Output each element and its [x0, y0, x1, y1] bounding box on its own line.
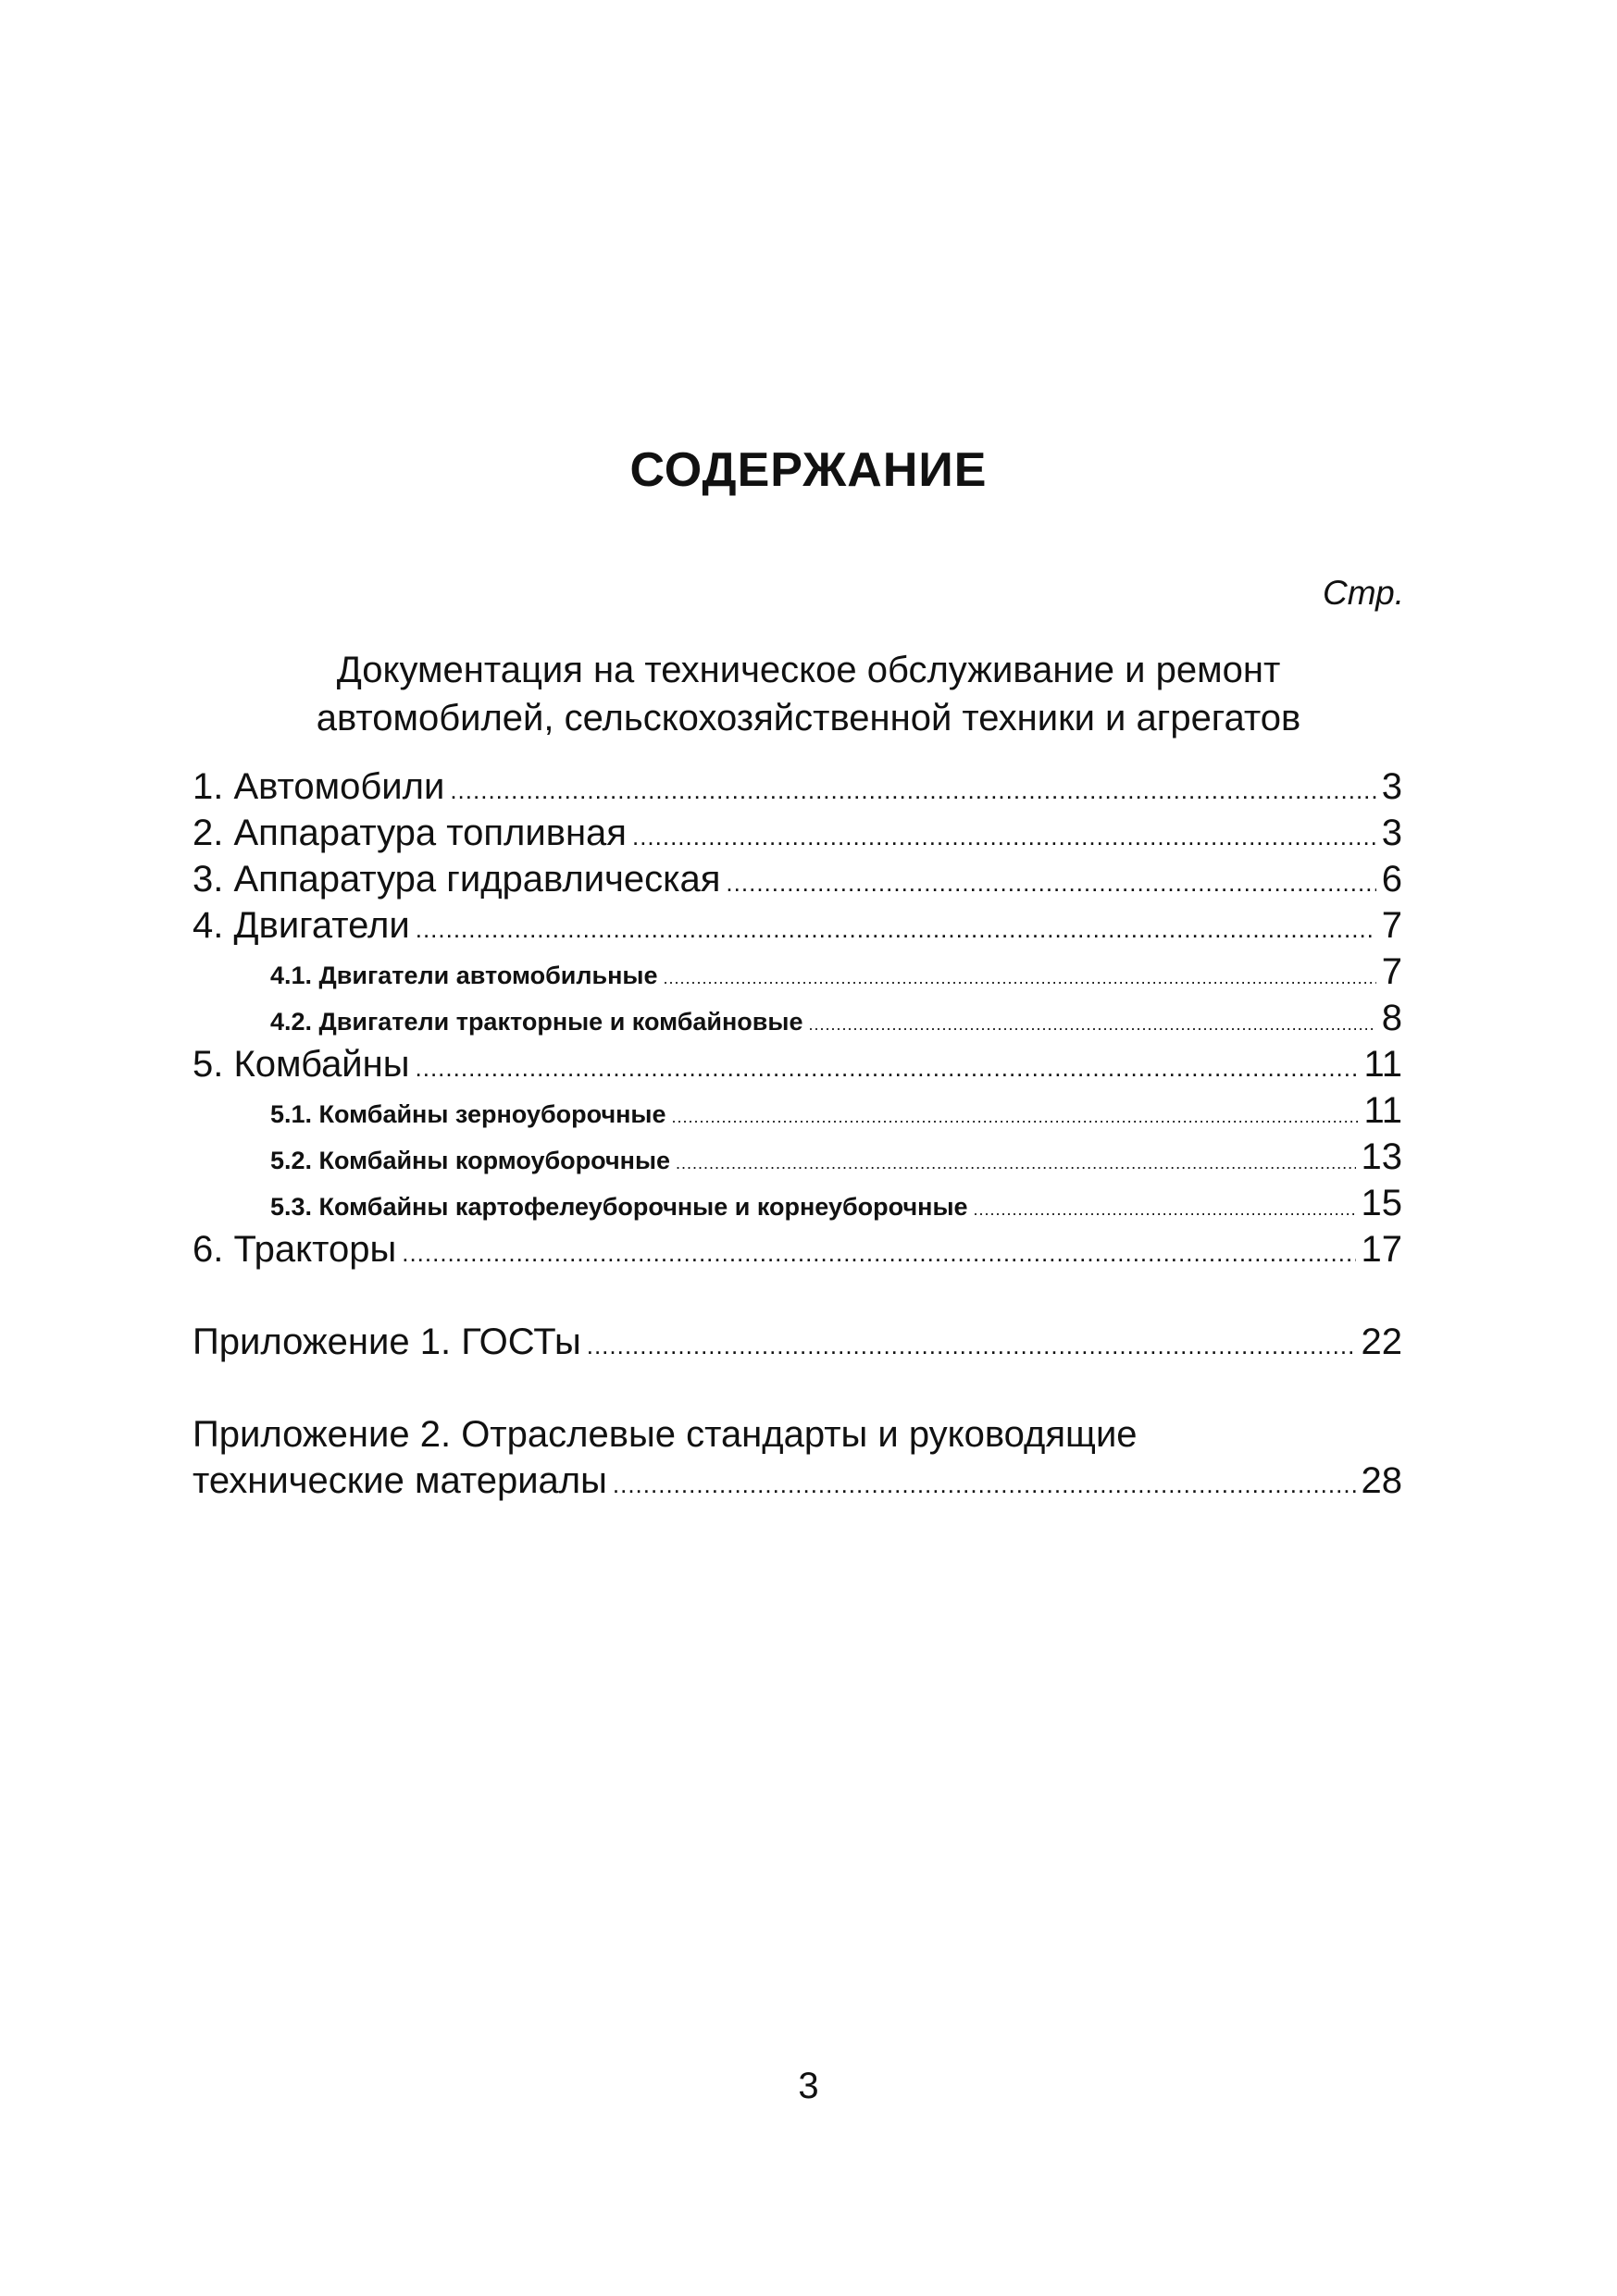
page-title: СОДЕРЖАНИЕ: [629, 443, 988, 497]
toc-entry-page: 22: [1361, 1322, 1402, 1362]
toc-entry-page: 17: [1361, 1229, 1402, 1270]
toc-entry-label: Приложение 1. ГОСТы: [193, 1322, 581, 1362]
toc-entry-label: 1. Автомобили: [193, 766, 445, 807]
toc-entry-label: 5.3. Комбайны картофелеуборочные и корнеуборочные: [270, 1193, 968, 1221]
toc-entry-label: технические материалы: [193, 1460, 607, 1501]
dot-leader: [402, 1239, 1355, 1268]
toc-entry-4[interactable]: [193, 905, 1402, 947]
toc-entry-page: 15: [1361, 1183, 1402, 1223]
dot-leader: [974, 1200, 1356, 1220]
dot-leader: [587, 1332, 1356, 1360]
toc-entry-label: 3. Аппаратура гидравлическая: [193, 859, 721, 900]
toc-entry-label: 4.2. Двигатели тракторные и комбайновые: [270, 1008, 803, 1036]
toc-entry-3[interactable]: [193, 859, 1402, 900]
appendix-2-entry[interactable]: [193, 1460, 1402, 1502]
dot-leader: [450, 776, 1375, 805]
toc-entry-page: 8: [1381, 998, 1402, 1038]
page-column-label: Стр.: [1323, 574, 1404, 612]
dot-leader: [726, 869, 1375, 898]
toc-entry-label: 5. Комбайны: [193, 1044, 410, 1085]
dot-leader: [416, 915, 1376, 944]
toc-entry-page: 6: [1381, 859, 1402, 900]
subtitle-line-2: автомобилей, сельскохозяйственной техники и агрегатов: [316, 698, 1301, 738]
toc-entry-page: 13: [1361, 1136, 1402, 1177]
page-number: 3: [798, 2066, 819, 2106]
toc-entry-2[interactable]: [193, 813, 1402, 854]
toc-entry-5-1[interactable]: [270, 1090, 1402, 1132]
dot-leader: [808, 1015, 1375, 1035]
dot-leader: [676, 1154, 1355, 1173]
toc-entry-label: 6. Тракторы: [193, 1229, 397, 1270]
toc-entry-page: 11: [1363, 1044, 1402, 1085]
toc-entry-page: 11: [1363, 1090, 1402, 1131]
document-subtitle: [0, 646, 1617, 742]
dot-leader: [632, 823, 1376, 851]
toc-entry-label: 5.2. Комбайны кормоуборочные: [270, 1147, 671, 1174]
toc-entry-6[interactable]: [193, 1229, 1402, 1271]
toc-entry-label: 2. Аппаратура топливная: [193, 813, 627, 853]
toc-entry-5-2[interactable]: [270, 1136, 1402, 1178]
dot-leader: [416, 1054, 1359, 1083]
toc-entry-5[interactable]: [193, 1044, 1402, 1086]
toc-entry-label: 5.1. Комбайны зерноуборочные: [270, 1100, 666, 1128]
appendix-2-title-line-1: Приложение 2. Отраслевые стандарты и руководящие: [193, 1414, 1138, 1455]
toc-entry-4-1[interactable]: [270, 951, 1402, 993]
toc-entry-1[interactable]: [193, 766, 1402, 808]
toc-entry-page: 3: [1381, 766, 1402, 807]
toc-entry-5-3[interactable]: [270, 1183, 1402, 1224]
toc-entry-4-2[interactable]: [270, 998, 1402, 1039]
toc-entry-label: 4. Двигатели: [193, 905, 410, 946]
toc-entry-label: 4.1. Двигатели автомобильные: [270, 962, 658, 989]
toc-entry-page: 28: [1361, 1460, 1402, 1501]
appendix-1-entry[interactable]: [193, 1322, 1402, 1363]
dot-leader: [664, 969, 1376, 988]
toc-entry-page: 7: [1381, 905, 1402, 946]
dot-leader: [672, 1108, 1359, 1127]
subtitle-line-1: Документация на техническое обслуживание и ремонт: [336, 650, 1281, 690]
toc-entry-page: 3: [1381, 813, 1402, 853]
dot-leader: [613, 1471, 1356, 1499]
toc-entry-page: 7: [1381, 951, 1402, 992]
